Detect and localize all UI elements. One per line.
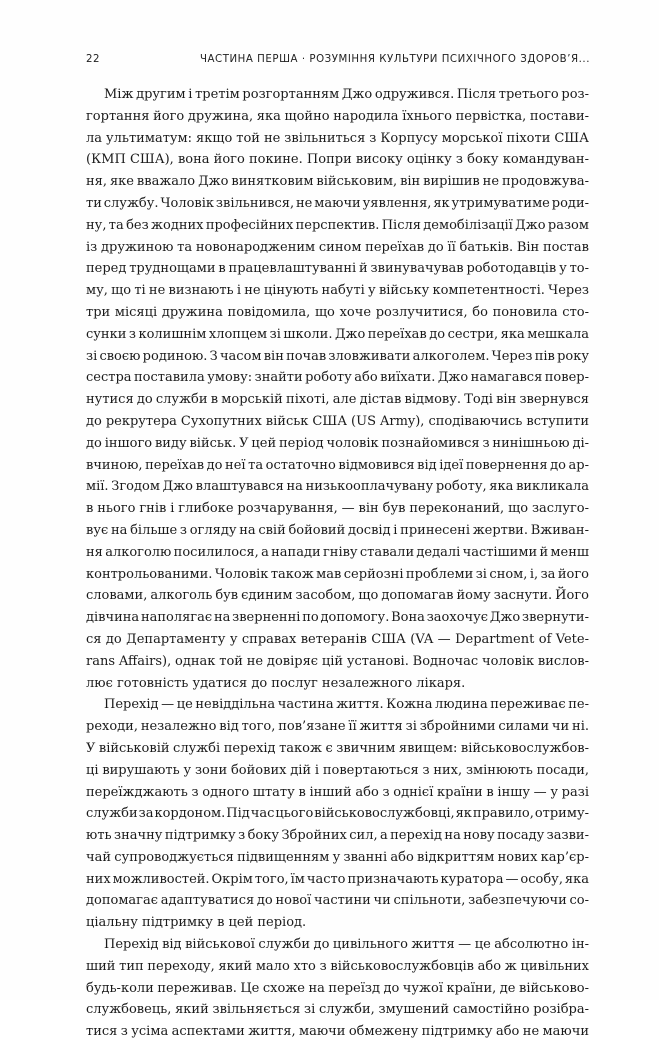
- text-line: ла ультиматум: якщо той не звільниться з Корпусу морської піхоти США: [86, 130, 589, 146]
- text-line: словами, алкоголь був єдиним засобом, що допомагав йому заснути. Його: [86, 588, 589, 604]
- text-line: ня, яке вважало Джо винятковим військовим, він вирішив не продовжува-: [86, 174, 589, 190]
- paragraph: [86, 84, 589, 694]
- text-line: ня алкоголю посилилося, а напади гніву ставали дедалі частішими й менш: [86, 544, 589, 560]
- text-line: допомагає адаптуватися до нової частини чи спільноти, забезпечуючи со-: [86, 893, 589, 909]
- text-line: лює готовність удатися до послуг незалежного лікаря.: [86, 675, 466, 691]
- text-line: ці вирушають у зони бойових дій і повертаються з них, змінюють посади,: [86, 762, 589, 778]
- text-line: мії. Згодом Джо влаштувався на низькооплачувану роботу, яка викликала: [86, 479, 589, 495]
- running-title: ЧАСТИНА ПЕРША · РОЗУМІННЯ КУЛЬТУРИ ПСИХІЧНОГО ЗДОРОВ’Я...: [200, 54, 591, 65]
- text-line: реходи, незалежно від того, пов’язане її життя зі збройними силами чи ні.: [86, 719, 589, 735]
- text-line: ну, та без жодних професійних перспектив. Після демобілізації Джо разом: [86, 217, 589, 233]
- text-line: ціальну підтримку в цей період.: [86, 915, 307, 931]
- text-line: ти службу. Чоловік звільнився, не маючи уявлення, як утримуватиме роди-: [86, 195, 589, 211]
- text-line: тися з усіма аспектами життя, маючи обмежену підтримку або не маючи: [86, 1024, 589, 1040]
- text-line: із дружиною та новонародженим сином переїхав до її батьків. Він постав: [86, 239, 589, 255]
- text-line: сестра поставила умову: знайти роботу або виїхати. Джо намагався повер-: [86, 370, 589, 386]
- text-line: них можливостей. Окрім того, їм часто призначають куратора — особу, яка: [86, 871, 589, 887]
- text-line: перед труднощами в працевлаштуванні й звинувачував роботодавців у то-: [86, 261, 589, 277]
- paragraph: [86, 934, 589, 1043]
- text-line: ся до Департаменту у справах ветеранів США (VA — Department of Vete-: [86, 631, 589, 647]
- text-line: до іншого виду військ. У цей період чоловік познайомився з нинішньою ді-: [86, 435, 589, 451]
- text-line: службовець, який звільняється зі служби, змушений самостійно розібра-: [86, 1002, 589, 1018]
- text-line: служби за кордоном. Під час цього військовослужбовці, як правило, отриму-: [86, 806, 589, 822]
- text-line: до рекрутера Сухопутних військ США (US Army), сподіваючись вступити: [86, 413, 589, 429]
- text-line: сунки з колишнім хлопцем зі школи. Джо переїхав до сестри, яка мешкала: [86, 326, 589, 342]
- text-line: ють значну підтримку з боку Збройних сил, а перехід на нову посаду зазви-: [86, 828, 589, 844]
- text-line: Перехід — це невіддільна частина життя. Кожна людина переживає пе-: [104, 697, 589, 713]
- running-header: [86, 54, 591, 70]
- page-number: 22: [86, 54, 101, 65]
- text-line: вчиною, переїхав до неї та остаточно відмовився від ідеї повернення до ар-: [86, 457, 589, 473]
- text-line: дівчина наполягає на зверненні по допомогу. Вона заохочує Джо звернути-: [86, 610, 589, 626]
- text-line: нутися до служби в морській піхоті, але дістав відмову. Тоді він звернувся: [86, 392, 589, 408]
- paragraph: [86, 694, 589, 934]
- text-line: чай супроводжується підвищенням у званні або відкриттям нових кар’єр-: [86, 849, 589, 865]
- text-line: гортання його дружина, яка щойно народила їхнього первістка, постави-: [86, 108, 589, 124]
- body-text: [86, 84, 589, 1043]
- text-line: У військовій службі перехід також є звичним явищем: військовослужбов-: [86, 740, 589, 756]
- text-line: ший тип переходу, який мало хто з військовослужбовців або ж цивільних: [86, 958, 589, 974]
- text-line: rans Affairs), однак той не довіряє цій установі. Водночас чоловік вислов-: [86, 653, 589, 669]
- text-line: Перехід від військової служби до цивільного життя — це абсолютно ін-: [104, 937, 590, 953]
- text-line: му, що ті не визнають і не цінують набуті у війську компетентності. Через: [86, 283, 589, 299]
- text-line: будь-коли переживав. Це схоже на переїзд до чужої країни, де військово-: [86, 980, 589, 996]
- text-line: переїжджають з одного штату в інший або з однієї країни в іншу — у разі: [86, 784, 589, 800]
- text-line: зі своєю родиною. З часом він почав зловживати алкоголем. Через пів року: [86, 348, 589, 364]
- text-line: три місяці дружина повідомила, що хоче розлучитися, бо поновила сто-: [86, 304, 589, 320]
- text-line: Між другим і третім розгортанням Джо одружився. Після третього роз-: [104, 87, 589, 102]
- text-line: в нього гнів і глибоке розчарування, — він був переконаний, що заслуго-: [86, 501, 589, 517]
- text-line: (КМП США), вона його покине. Попри високу оцінку з боку командуван-: [86, 152, 589, 168]
- text-line: вує на більше з огляду на свій бойовий досвід і принесені жертви. Вживан-: [86, 522, 589, 538]
- text-line: контрольованими. Чоловік також мав серйозні проблеми зі сном, і, за його: [86, 566, 589, 582]
